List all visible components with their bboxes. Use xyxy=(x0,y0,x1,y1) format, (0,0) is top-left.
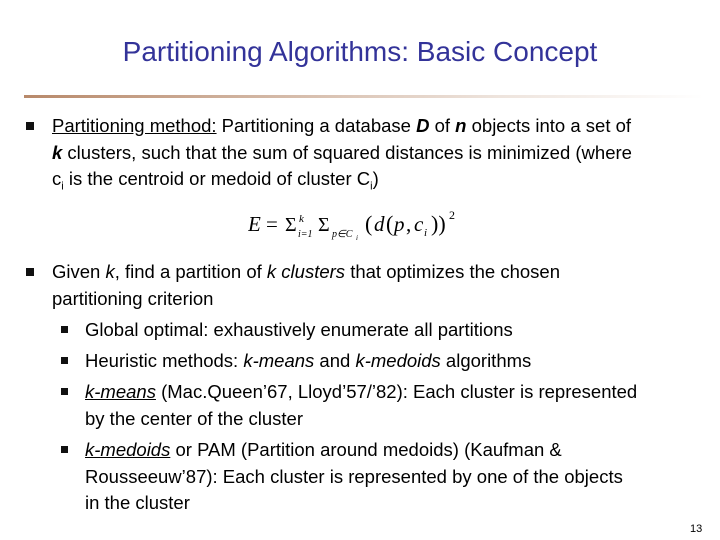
formula-lparen: ( xyxy=(386,211,394,236)
term-k-clusters: k clusters xyxy=(266,261,346,282)
sub-bullet-k-medoids xyxy=(85,437,705,517)
term-k-medoids: k-medoids xyxy=(355,350,441,371)
formula-rparen: )) xyxy=(431,211,446,236)
sse-formula xyxy=(248,203,478,243)
formula-sub-i1: i=1 xyxy=(298,229,313,240)
text-run: ) xyxy=(372,168,379,189)
symbol-D: D xyxy=(416,115,430,136)
term-k-medoids: k-medoids xyxy=(85,439,171,460)
symbol-c: c xyxy=(52,168,62,189)
text-run: in the cluster xyxy=(85,492,190,513)
term-k-means: k-means xyxy=(85,381,156,402)
sub-bullet-global-optimal xyxy=(85,317,705,344)
sub-bullet-marker xyxy=(61,446,68,453)
text-run: by the center of the cluster xyxy=(85,407,304,429)
text-run: Partitioning a database xyxy=(216,115,417,136)
bullet-given-k xyxy=(52,259,692,312)
formula-sup-k: k xyxy=(299,213,304,225)
text-run: (Mac.Queen’67, Lloyd’57/’82): Each cluster is represented xyxy=(155,381,638,402)
symbol-k: k xyxy=(52,141,63,163)
text-run: Global optimal: exhaustively enumerate all partitions xyxy=(85,319,513,340)
sub-bullet-marker xyxy=(61,357,68,364)
formula-equals: = xyxy=(266,212,278,236)
text-run: Heuristic methods: xyxy=(85,350,244,371)
text-run: that optimizes the chosen xyxy=(345,261,560,282)
formula-d: d xyxy=(374,212,385,236)
formula-p: p xyxy=(394,212,405,236)
text-run: Given xyxy=(52,261,106,282)
slide-title: Partitioning Algorithms: Basic Concept xyxy=(122,36,598,67)
term-k-means: k-means xyxy=(243,350,315,371)
title-divider xyxy=(24,95,704,98)
subscript-i: i xyxy=(370,180,373,193)
formula-sup-2: 2 xyxy=(449,208,455,222)
formula-sigma: Σ xyxy=(285,214,297,236)
term-label: Partitioning method: xyxy=(52,115,217,136)
text-run: clusters, such that the sum of squared distances is minimized (where xyxy=(62,141,632,163)
sub-bullet-heuristic-methods xyxy=(85,348,705,375)
formula-comma: , xyxy=(406,212,412,236)
sub-bullet-marker xyxy=(61,326,68,333)
formula-E: E xyxy=(248,212,261,236)
text-run: partitioning criterion xyxy=(52,287,214,309)
bullet-marker xyxy=(26,268,34,276)
symbol-n: n xyxy=(455,115,467,136)
text-run: objects into a set of xyxy=(466,115,632,136)
symbol-k: k xyxy=(105,261,115,282)
formula-lparen: ( xyxy=(365,211,373,236)
text-run: is the centroid or medoid of cluster C xyxy=(63,168,371,189)
formula-sub-i: i xyxy=(424,227,428,239)
sub-bullet-marker xyxy=(61,388,68,395)
bullet-marker xyxy=(26,122,34,130)
text-run: algorithms xyxy=(440,350,532,371)
formula-sub-i: i xyxy=(356,234,358,242)
bullet-partitioning-method xyxy=(52,113,692,193)
text-run: of xyxy=(429,115,456,136)
page-number: 13 xyxy=(690,523,703,535)
text-run: , find a partition of xyxy=(114,261,267,282)
formula-sub-p-in-c: p∈C xyxy=(332,229,353,240)
text-run: Rousseeuw’87): Each cluster is represented by one of the objects xyxy=(85,465,623,487)
formula-c: c xyxy=(414,212,424,236)
formula-sigma: Σ xyxy=(318,214,330,236)
text-run: and xyxy=(314,350,356,371)
text-run: or PAM (Partition around medoids) (Kaufman & xyxy=(170,439,562,460)
sub-bullet-k-means xyxy=(85,379,705,432)
subscript-i: i xyxy=(61,180,64,193)
